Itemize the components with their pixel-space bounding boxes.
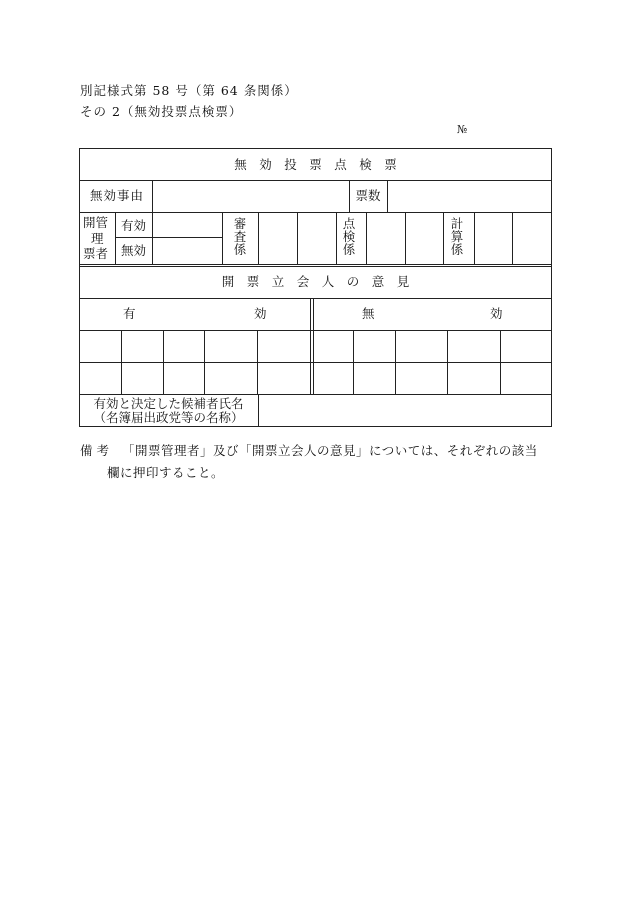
form-title: 別記様式第 58 号（第 64 条関係） [80,83,298,98]
invalid-header-right: 効 [490,306,503,321]
valid-header-right: 効 [254,306,267,321]
reviewer-label: 審 査 係 [233,216,247,257]
remark-text-1: 「開票管理者」及び「開票立会人の意見」については、それぞれの該当 [122,443,538,458]
table-title: 無 効 投 票 点 検 票 [234,157,397,172]
invalid-sign-label: 無効 [120,243,146,258]
witness-opinion-title: 開 票 立 会 人 の 意 見 [221,274,410,289]
party-label: （名簿届出政党等の名称） [93,410,244,425]
remark-label: 備考 [80,443,114,458]
remark-text-2: 欄に押印すること。 [107,465,225,480]
inspector-label: 点 検 係 [342,216,356,257]
valid-header-left: 有 [123,306,136,321]
number-label: № [457,123,468,136]
candidate-label: 有効と決定した候補者氏名 [93,396,244,411]
invalid-header-left: 無 [362,306,375,321]
form-subtitle: その 2（無効投票点検票） [80,104,243,119]
count-label: 票数 [355,188,381,203]
valid-sign-label: 有効 [120,218,146,233]
reason-label: 無効事由 [90,188,145,203]
calculator-label: 計 算 係 [450,216,464,257]
